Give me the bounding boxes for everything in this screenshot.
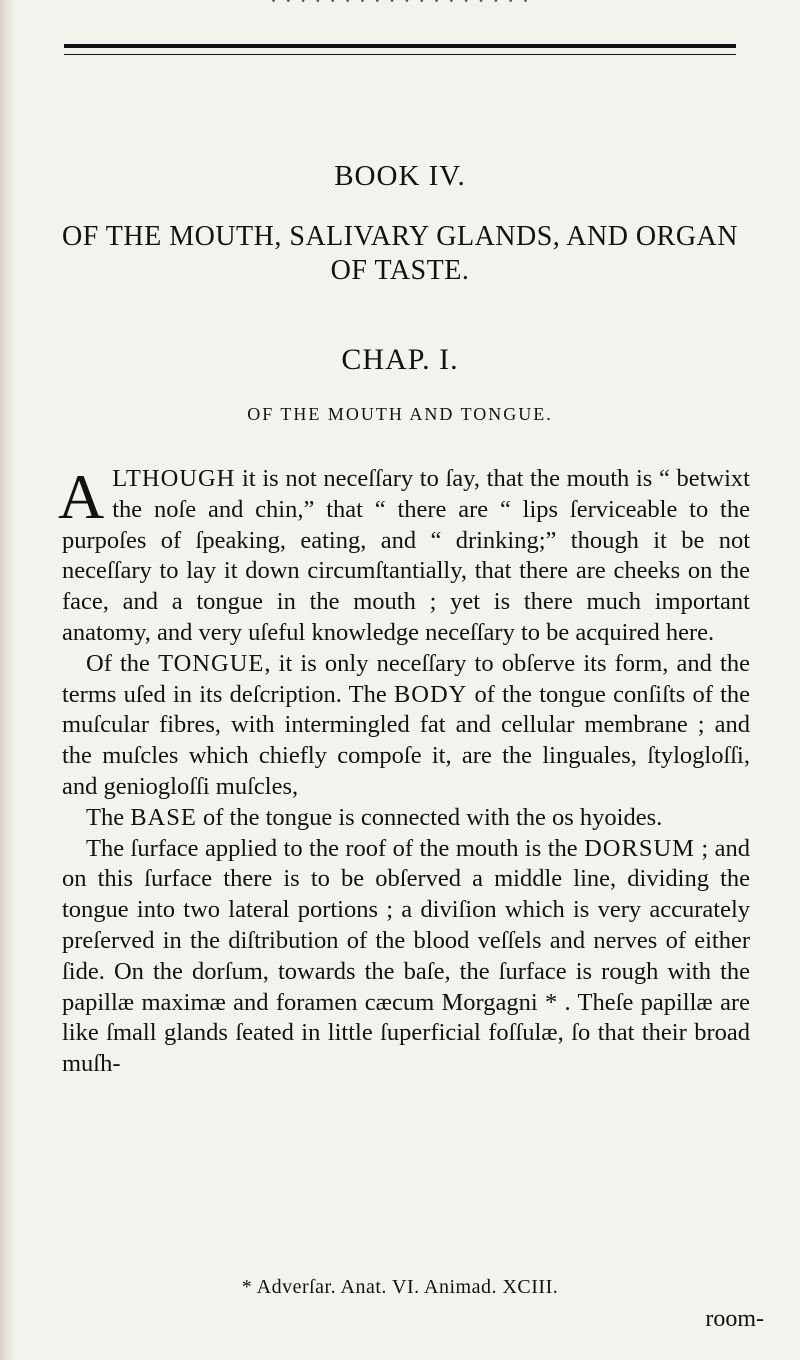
paragraph-1 — [58, 461, 750, 649]
section-title: OF THE MOUTH AND TONGUE. — [247, 404, 553, 424]
chapter-title: CHAP. I. — [341, 343, 459, 376]
catchword: room- — [705, 1306, 764, 1332]
paragraph-1-text: it is not neceſſary to ſay, that the mouth is “ betwixt the noſe and chin,” that “ there are “ lips ſerviceable to the purpoſes of ſpeaking, eating, and “ drinking;” though it be not neceſſary to lay it down circumſtantially, that there are cheeks on the face, and a tongue in the mouth ; yet is there much important anatomy, and very uſeful knowledge neceſſary to be acquired here. — [62, 465, 750, 646]
paragraph-2 — [62, 649, 750, 803]
paragraph-4 — [62, 834, 750, 1080]
lead-word: LTHOUGH — [112, 465, 236, 492]
paragraph-4-text-a: The ſurface applied to the roof of the mouth is the — [86, 834, 585, 862]
body-text — [58, 461, 751, 1080]
footnote: * Adverſar. Anat. VI. Animad. XCIII. — [241, 1276, 559, 1298]
double-rule — [64, 44, 736, 55]
paragraph-3-text-a: The — [86, 803, 131, 831]
running-head-cropped: · · · · · · · · · · · · · · · · · · — [269, 0, 531, 13]
paragraph-3 — [62, 803, 750, 834]
paragraph-4-text-b: ; and on this ſurface there is to be obſerved a middle line, dividing the tongue into two lateral portions ; a diviſion which is very accurately preſerved in the diſtribution of the blood veſſels and nerves of either ſide. On the dorſum, towards the baſe, the ſurface is rough with the papillæ maximæ and foramen cæcum Morgagni * . Theſe papillæ are like ſmall glands ſeated in little ſuperficial foſſulæ, ſo that their broad muſh- — [62, 834, 751, 1078]
term-dorsum: DORSUM — [584, 834, 695, 862]
term-body: BODY — [393, 680, 468, 708]
paragraph-2-text-c: of the tongue conſiſts of the muſcular fibres, with intermingled fat and cellular membrane ; and the muſcles which chiefly compoſe it, are the linguales, ſtylogloſſi, and geniogloſſi muſcles, — [62, 680, 750, 800]
term-base: BASE — [130, 803, 197, 831]
paragraph-3-text-b: of the tongue is connected with the os hyoides. — [196, 803, 663, 831]
term-tongue: TONGUE — [158, 649, 265, 677]
paragraph-2-text-a: Of the — [86, 649, 159, 677]
book-title: BOOK IV. — [334, 160, 466, 192]
drop-cap: A — [58, 461, 105, 532]
part-title: OF THE MOUTH, SALIVARY GLANDS, AND ORGAN OF TASTE. — [62, 221, 738, 286]
paragraph-2-text-b: , it is only neceſſary to obſerve its form, and the terms uſed in its deſcription. The — [62, 649, 750, 708]
